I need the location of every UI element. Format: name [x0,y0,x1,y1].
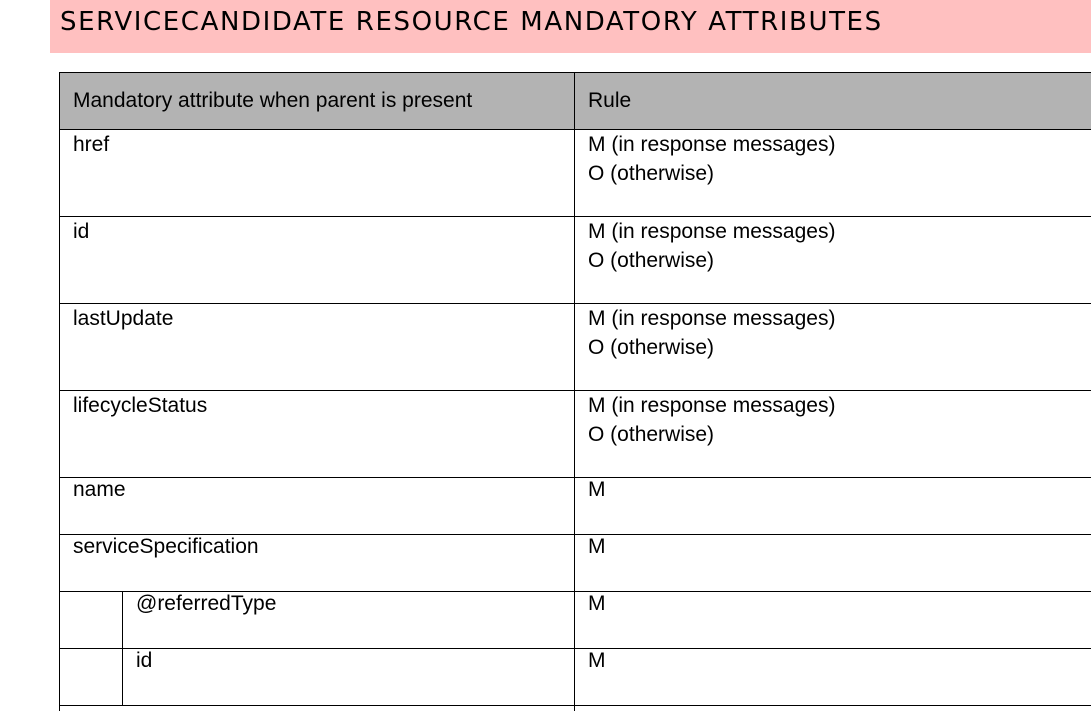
table-row-partial [60,706,1091,711]
rule-line: O (otherwise) [588,336,715,359]
mandatory-attributes-table [59,72,1091,711]
table-row [60,304,1091,391]
attribute-cell [60,304,575,391]
attribute-name: href [73,133,110,156]
attribute-cell: id [123,649,575,706]
table-row-indented [60,592,1091,649]
attribute-cell: @referredType [123,592,575,649]
table-row [60,130,1091,217]
rule-cell: M [575,649,1091,706]
rule-line: M (in response messages) [588,133,836,156]
table-row [60,391,1091,478]
table-header-row [60,73,1091,130]
attribute-cell: serviceSpecification [60,535,575,592]
attribute-cell: name [60,478,575,535]
attribute-name: lifecycleStatus [73,394,208,417]
indent-spacer-cell [60,592,123,649]
rule-cell: M [575,478,1091,535]
attribute-cell [60,217,575,304]
attribute-name: lastUpdate [73,307,174,330]
attribute-cell [60,391,575,478]
section-heading-bar [50,0,1091,53]
attribute-name: id [73,220,90,243]
rule-cell [575,130,1091,217]
rule-cell [575,391,1091,478]
table-row [60,535,1091,592]
rule-line: M (in response messages) [588,220,836,243]
rule-cell [575,304,1091,391]
rule-cell [575,217,1091,304]
rule-line: O (otherwise) [588,249,715,272]
rule-cell: M [575,592,1091,649]
header-attribute: Mandatory attribute when parent is present [60,73,575,130]
header-rule: Rule [575,73,1091,130]
table-row [60,217,1091,304]
rule-line: M (in response messages) [588,394,836,417]
rule-line: M (in response messages) [588,307,836,330]
rule-cell: M [575,535,1091,592]
table-row-indented [60,649,1091,706]
rule-line: O (otherwise) [588,162,715,185]
attribute-cell [60,130,575,217]
rule-cell [575,706,1091,711]
table-row [60,478,1091,535]
attribute-cell [60,706,575,711]
rule-line: O (otherwise) [588,423,715,446]
section-title: SERVICECANDIDATE RESOURCE MANDATORY ATTRIBUTES [60,7,883,37]
indent-spacer-cell [60,649,123,706]
